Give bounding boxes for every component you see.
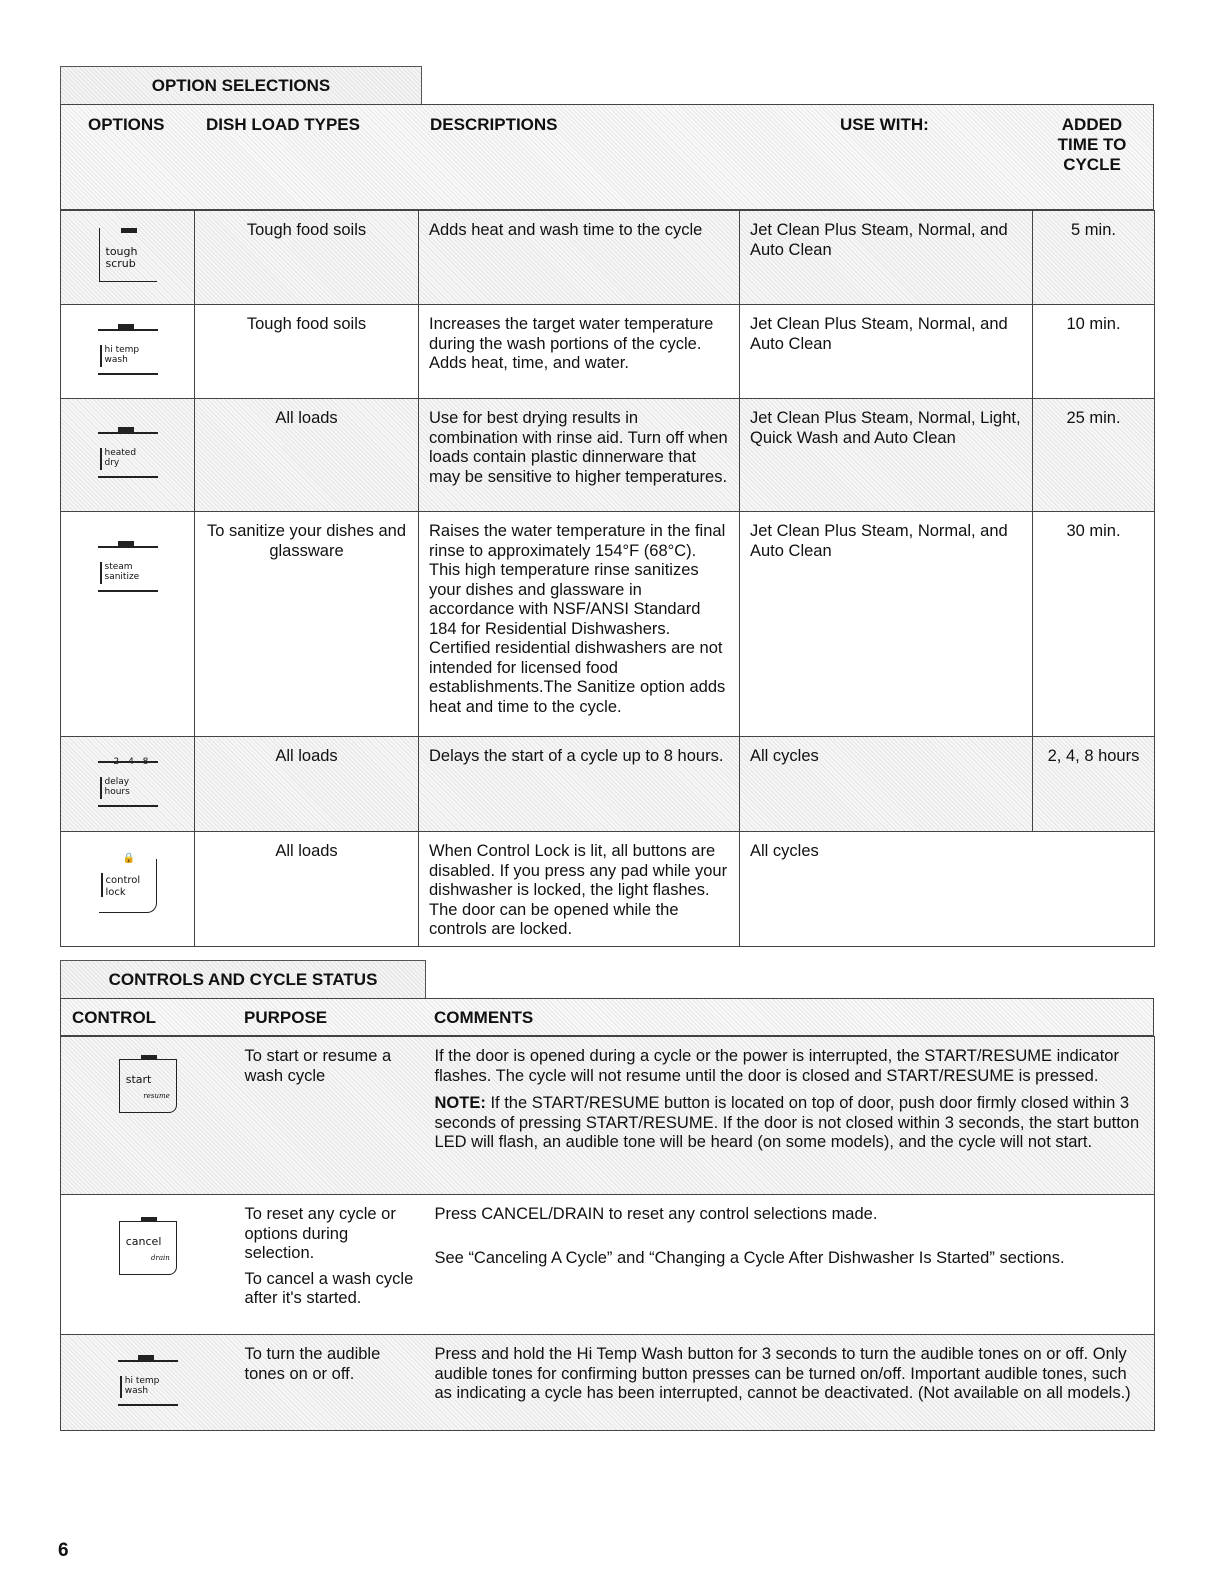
- option-row-steam-sanitize: [61, 512, 1155, 737]
- control-purpose: To turn the audible tones on or off.: [235, 1335, 425, 1431]
- option-desc: Adds heat and wash time to the cycle: [419, 211, 740, 305]
- control-comment: Press and hold the Hi Temp Wash button for 3 seconds to turn the audible tones on or off. Only audible tones for confirming button presses can be turned on/off. Important audible tones, such as indicating a cycle has been interrupted, cannot be deactivated. (Not available on all models.): [425, 1335, 1155, 1431]
- cancel-drain-icon-cell: [61, 1195, 235, 1335]
- control-row-cancel-drain: [61, 1195, 1155, 1335]
- option-time: 10 min.: [1033, 305, 1155, 399]
- option-load: Tough food soils: [195, 211, 419, 305]
- controls-title: CONTROLS AND CYCLE STATUS: [108, 970, 378, 989]
- note-text: If the START/RESUME button is located on top of door, push door firmly closed within 3 seconds of pressing START/RESUME. If the door is not closed within 3 seconds, the start button LED will flash, an audible tone will be heard (on some models), and the cycle will not start.: [434, 1094, 1140, 1151]
- steam-sanitize-icon: steam sanitize: [98, 538, 158, 594]
- descriptions-col-header: DESCRIPTIONS: [430, 115, 558, 134]
- option-desc: Use for best drying results in combination with rinse aid. Turn off when loads contain plastic dinnerware that may be sensitive to higher temperatures.: [419, 399, 740, 512]
- tough-scrub-icon: tough scrub: [99, 228, 157, 282]
- option-use: All cycles: [740, 832, 1155, 947]
- option-time: 25 min.: [1033, 399, 1155, 512]
- delay-hours-icon-cell: [61, 737, 195, 832]
- option-time: 5 min.: [1033, 211, 1155, 305]
- option-row-delay-hours: [61, 737, 1155, 832]
- controls-table: [60, 1036, 1155, 1431]
- option-load: All loads: [195, 832, 419, 947]
- control-lock-icon-cell: [61, 832, 195, 947]
- option-row-control-lock: [61, 832, 1155, 947]
- control-comment: Press CANCEL/DRAIN to reset any control selections made.: [434, 1205, 878, 1223]
- option-load: Tough food soils: [195, 305, 419, 399]
- page-number: 6: [58, 1540, 69, 1561]
- control-comment-2: See “Canceling A Cycle” and “Changing a Cycle After Dishwasher Is Started” sections.: [434, 1248, 1065, 1267]
- option-desc: Delays the start of a cycle up to 8 hours.: [419, 737, 740, 832]
- options-table: [60, 210, 1155, 947]
- start-resume-icon: start resume: [119, 1059, 177, 1113]
- options-col-header: OPTIONS: [88, 115, 165, 134]
- control-comments: [425, 1037, 1155, 1195]
- option-row-hi-temp-wash: [61, 305, 1155, 399]
- control-col-header: CONTROL: [72, 1008, 157, 1027]
- tough-scrub-icon-cell: [61, 211, 195, 305]
- added-time-col-header: ADDED TIME TO CYCLE: [1057, 115, 1127, 174]
- note-label: NOTE:: [434, 1094, 486, 1112]
- dish-load-types-col-header: DISH LOAD TYPES: [206, 115, 360, 134]
- cancel-drain-icon: cancel drain: [119, 1221, 177, 1275]
- control-comments: [425, 1195, 1155, 1335]
- hi-temp-wash-icon: hi temp wash: [118, 1352, 178, 1408]
- option-desc: When Control Lock is lit, all buttons are disabled. If you press any pad while your dishwasher is locked, the light flashes. The door can be opened while the controls are locked.: [419, 832, 740, 947]
- option-row-tough-scrub: [61, 211, 1155, 305]
- control-comment: If the door is opened during a cycle or the power is interrupted, the START/RESUME indicator flashes. The cycle will not resume until the door is closed and START/RESUME is pressed.: [434, 1047, 1119, 1085]
- option-selections-title: OPTION SELECTIONS: [151, 76, 331, 95]
- controls-header-band: [60, 998, 1154, 1036]
- controls-tab: [60, 960, 426, 999]
- control-lock-icon: 🔒 control lock: [99, 859, 157, 913]
- control-purpose-2: To cancel a wash cycle after it's started.: [244, 1269, 414, 1307]
- heated-dry-icon-cell: [61, 399, 195, 512]
- option-load: All loads: [195, 737, 419, 832]
- option-desc: Raises the water temperature in the final rinse to approximately 154°F (68°C). This high temperature rinse sanitizes your dishes and glassware in accordance with NSF/ANSI Standard 184 for Residential Dishwashers. Certified residential dishwashers are not intended for licensed food establishments.The Sanitize option adds heat and time to the cycle.: [419, 512, 740, 737]
- steam-sanitize-icon-cell: [61, 512, 195, 737]
- option-selections-tab: [60, 66, 422, 105]
- comments-col-header: COMMENTS: [434, 1008, 534, 1027]
- option-use: All cycles: [740, 737, 1033, 832]
- purpose-col-header: PURPOSE: [244, 1008, 328, 1027]
- option-use: Jet Clean Plus Steam, Normal, and Auto Clean: [740, 512, 1033, 737]
- option-load: All loads: [195, 399, 419, 512]
- start-resume-icon-cell: [61, 1037, 235, 1195]
- option-row-heated-dry: [61, 399, 1155, 512]
- control-purpose: To start or resume a wash cycle: [235, 1037, 425, 1195]
- hi-temp-wash-icon-cell: [61, 305, 195, 399]
- control-row-start-resume: [61, 1037, 1155, 1195]
- control-row-hi-temp-wash: [61, 1335, 1155, 1431]
- padlock-icon: 🔒: [122, 853, 135, 864]
- control-purpose: To reset any cycle or options during selection.: [244, 1205, 396, 1262]
- option-use: Jet Clean Plus Steam, Normal, Light, Quick Wash and Auto Clean: [740, 399, 1033, 512]
- option-use: Jet Clean Plus Steam, Normal, and Auto Clean: [740, 211, 1033, 305]
- control-purpose-cell: [235, 1195, 425, 1335]
- use-with-col-header: USE WITH:: [840, 115, 929, 134]
- option-time: 2, 4, 8 hours: [1033, 737, 1155, 832]
- control-note: [435, 1094, 1145, 1153]
- hi-temp-wash-icon: hi temp wash: [98, 321, 158, 377]
- option-use: Jet Clean Plus Steam, Normal, and Auto Clean: [740, 305, 1033, 399]
- heated-dry-icon: heated dry: [98, 424, 158, 480]
- option-desc: Increases the target water temperature during the wash portions of the cycle. Adds heat, time, and water.: [419, 305, 740, 399]
- hi-temp-wash-control-icon-cell: [61, 1335, 235, 1431]
- option-time: 30 min.: [1033, 512, 1155, 737]
- delay-hours-icon: delay hours: [98, 753, 158, 809]
- option-load: To sanitize your dishes and glassware: [195, 512, 419, 737]
